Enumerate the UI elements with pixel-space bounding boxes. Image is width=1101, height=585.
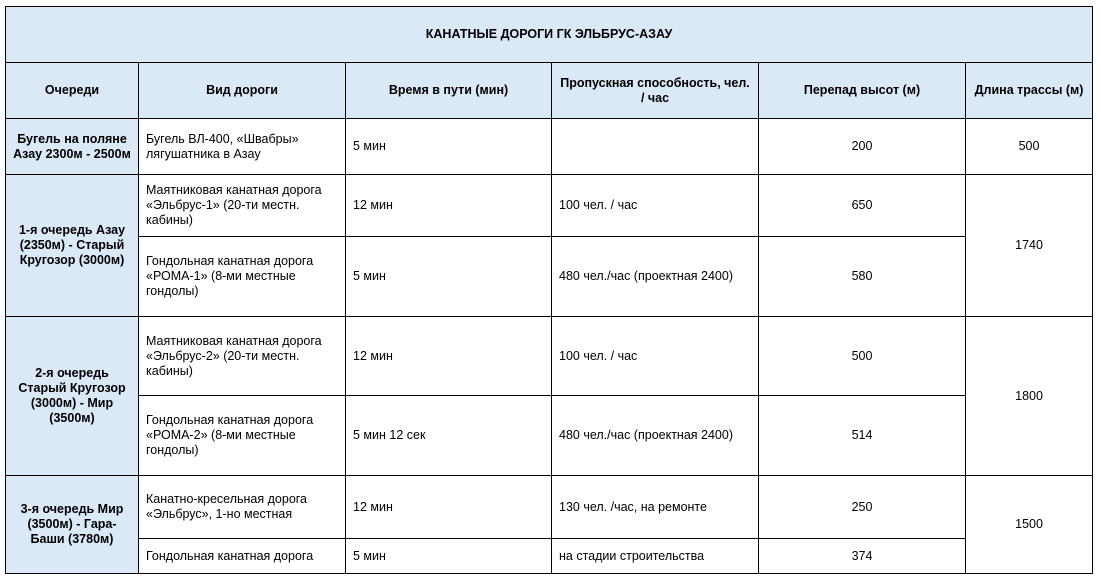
table-row <box>6 396 1093 476</box>
header-length: Длина трассы (м) <box>966 63 1093 119</box>
travel-time-cell: 12 мин <box>346 175 552 237</box>
length-cell: 1800 <box>966 317 1093 476</box>
cable-cars-table <box>5 6 1093 574</box>
road-type-cell: Гондольная канатная дорога «РОМА-1» (8-ми местные гондолы) <box>139 237 346 317</box>
table-row <box>6 237 1093 317</box>
table-row <box>6 119 1093 175</box>
road-type-cell: Гондольная канатная дорога «РОМА-2» (8-ми местные гондолы) <box>139 396 346 476</box>
elevation-cell: 650 <box>759 175 966 237</box>
header-queue: Очереди <box>6 63 139 119</box>
table-row <box>6 539 1093 574</box>
table-title: КАНАТНЫЕ ДОРОГИ ГК ЭЛЬБРУС-АЗАУ <box>6 7 1093 63</box>
road-type-cell: Бугель ВЛ-400, «Швабры» лягушатника в Азау <box>139 119 346 175</box>
road-type-cell: Гондольная канатная дорога <box>139 539 346 574</box>
road-type-cell: Маятниковая канатная дорога «Эльбрус-1» (20-ти местн. кабины) <box>139 175 346 237</box>
travel-time-cell: 12 мин <box>346 317 552 396</box>
elevation-cell: 514 <box>759 396 966 476</box>
queue-cell: 3-я очередь Мир (3500м) - Гара-Баши (3780м) <box>6 476 139 574</box>
elevation-cell: 200 <box>759 119 966 175</box>
capacity-cell: 100 чел. / час <box>552 175 759 237</box>
elevation-cell: 580 <box>759 237 966 317</box>
travel-time-cell: 5 мин <box>346 237 552 317</box>
table-row <box>6 476 1093 539</box>
queue-cell: 1-я очередь Азау (2350м) - Старый Кругозор (3000м) <box>6 175 139 317</box>
capacity-cell: на стадии строительства <box>552 539 759 574</box>
queue-cell: Бугель на поляне Азау 2300м - 2500м <box>6 119 139 175</box>
length-cell: 500 <box>966 119 1093 175</box>
header-travel-time: Время в пути (мин) <box>346 63 552 119</box>
elevation-cell: 250 <box>759 476 966 539</box>
capacity-cell <box>552 119 759 175</box>
table-row <box>6 175 1093 237</box>
road-type-cell: Маятниковая канатная дорога «Эльбрус-2» (20-ти местн. кабины) <box>139 317 346 396</box>
elevation-cell: 374 <box>759 539 966 574</box>
capacity-cell: 100 чел. / час <box>552 317 759 396</box>
elevation-cell: 500 <box>759 317 966 396</box>
travel-time-cell: 12 мин <box>346 476 552 539</box>
capacity-cell: 130 чел. /час, на ремонте <box>552 476 759 539</box>
road-type-cell: Канатно-кресельная дорога «Эльбрус», 1-но местная <box>139 476 346 539</box>
capacity-cell: 480 чел./час (проектная 2400) <box>552 237 759 317</box>
length-cell: 1500 <box>966 476 1093 574</box>
queue-cell: 2-я очередь Старый Кругозор (3000м) - Мир (3500м) <box>6 317 139 476</box>
travel-time-cell: 5 мин 12 сек <box>346 396 552 476</box>
travel-time-cell: 5 мин <box>346 539 552 574</box>
length-cell: 1740 <box>966 175 1093 317</box>
header-elevation: Перепад высот (м) <box>759 63 966 119</box>
header-capacity: Пропускная способность, чел. / час <box>552 63 759 119</box>
capacity-cell: 480 чел./час (проектная 2400) <box>552 396 759 476</box>
table-row <box>6 317 1093 396</box>
header-row <box>6 63 1093 119</box>
travel-time-cell: 5 мин <box>346 119 552 175</box>
header-road-type: Вид дороги <box>139 63 346 119</box>
